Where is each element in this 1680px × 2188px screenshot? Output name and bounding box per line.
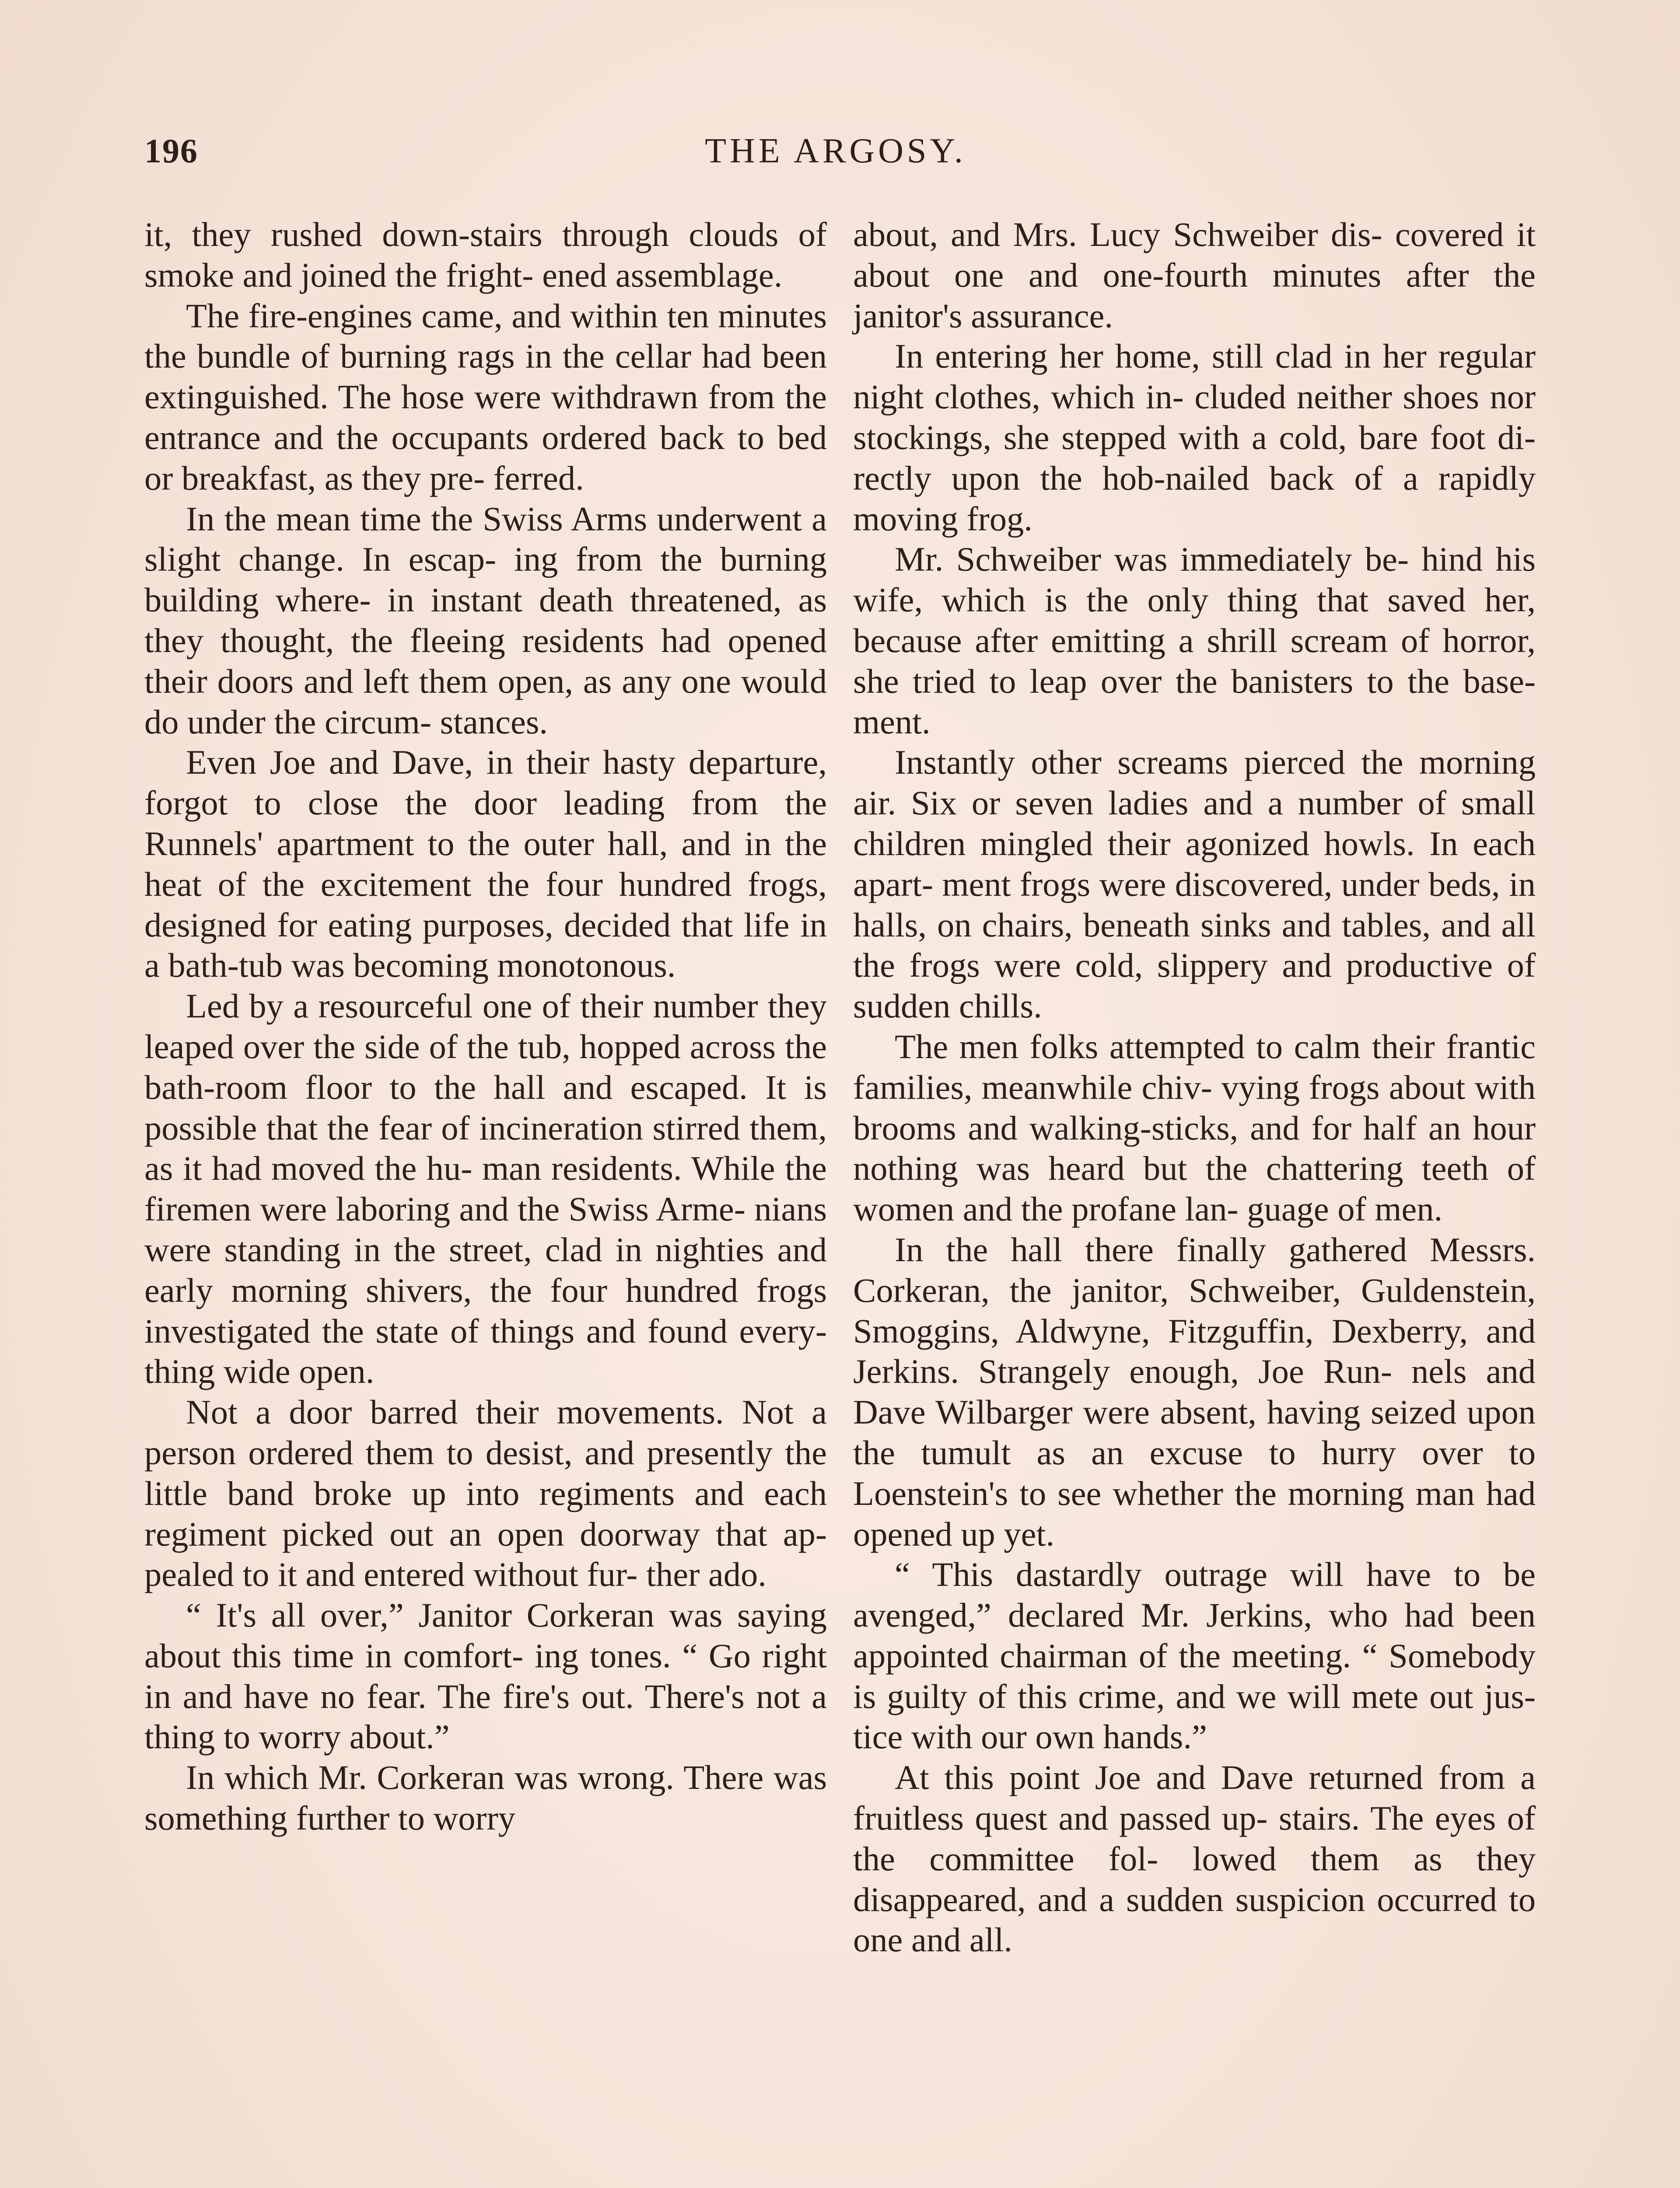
left-column xyxy=(144,214,827,1839)
paragraph: The men folks attempted to calm their frantic families, meanwhile chiv- vying frogs about with brooms and walking-sticks, and for half an hour nothing was heard but the chattering teeth of women and the profane lan- guage of men. xyxy=(853,1027,1536,1228)
paragraph: it, they rushed down-stairs through clouds of smoke and joined the fright- ened assemblage. xyxy=(144,215,827,294)
paragraph: In the mean time the Swiss Arms underwent a slight change. In escap- ing from the burning building where- in instant death threatened, as they thought, the fleeing residents had opened their doors and left them open, as any one would do under the circum- stances. xyxy=(144,499,827,741)
paragraph: Even Joe and Dave, in their hasty departure, forgot to close the door leading from the Runnels' apartment to the outer hall, and in the heat of the excitement the four hundred frogs, designed for eating purposes, decided that life in a bath-tub was becoming monotonous. xyxy=(144,743,827,985)
paragraph: Instantly other screams pierced the morning air. Six or seven ladies and a number of small children mingled their agonized howls. In each apart- ment frogs were discovered, under beds, in halls, on chairs, beneath sinks and tables, and all the frogs were cold, slippery and productive of sudden chills. xyxy=(853,743,1536,1025)
right-column xyxy=(853,214,1536,1960)
page-number: 196 xyxy=(144,132,198,170)
paragraph: Not a door barred their movements. Not a person ordered them to desist, and presently the little band broke up into regiments and each regiment picked out an open doorway that ap- pealed to it and entered without fur- ther ado. xyxy=(144,1393,827,1594)
paragraph: At this point Joe and Dave returned from a fruitless quest and passed up- stairs. The eyes of the committee fol- lowed them as they disappeared, and a sudden suspicion occurred to one and all. xyxy=(853,1758,1536,1959)
paragraph: “ It's all over,” Janitor Corkeran was saying about this time in comfort- ing tones. “ Go right in and have no fear. The fire's out. There's not a thing to worry about.” xyxy=(144,1596,827,1756)
paragraph: In which Mr. Corkeran was wrong. There was something further to worry xyxy=(144,1758,827,1837)
paragraph: “ This dastardly outrage will have to be avenged,” declared Mr. Jerkins, who had been appointed chairman of the meeting. “ Somebody is guilty of this crime, and we will mete out jus- tice with our own hands.” xyxy=(853,1555,1536,1756)
paragraph: In entering her home, still clad in her regular night clothes, which in- cluded neither shoes nor stockings, she stepped with a cold, bare foot di- rectly upon the hob-nailed back of a rapidly moving frog. xyxy=(853,337,1536,538)
paragraph: about, and Mrs. Lucy Schweiber dis- covered it about one and one-fourth minutes after the janitor's assurance. xyxy=(853,215,1536,335)
paragraph: In the hall there finally gathered Messrs. Corkeran, the janitor, Schweiber, Guldenstein, Smoggins, Aldwyne, Fitzguffin, Dexberry, and Jerkins. Strangely enough, Joe Run- nels and Dave Wilbarger were absent, having seized upon the tumult as an excuse to hurry over to Loenstein's to see whether the morning man had opened up yet. xyxy=(853,1230,1536,1553)
paragraph: The fire-engines came, and within ten minutes the bundle of burning rags in the cellar had been extinguished. The hose were withdrawn from the entrance and the occupants ordered back to bed or breakfast, as they pre- ferred. xyxy=(144,296,827,497)
page-header xyxy=(144,131,1527,179)
paragraph: Led by a resourceful one of their number they leaped over the side of the tub, hopped across the bath-room floor to the hall and escaped. It is possible that the fear of incineration stirred them, as it had moved the hu- man residents. While the firemen were laboring and the Swiss Arme- nians were standing in the street, clad in nighties and early morning shivers, the four hundred frogs investigated the state of things and found every- thing wide open. xyxy=(144,987,827,1391)
running-title: THE ARGOSY. xyxy=(705,132,966,170)
paragraph: Mr. Schweiber was immediately be- hind his wife, which is the only thing that saved her, because after emitting a shrill scream of horror, she tried to leap over the banisters to the base- ment. xyxy=(853,540,1536,741)
